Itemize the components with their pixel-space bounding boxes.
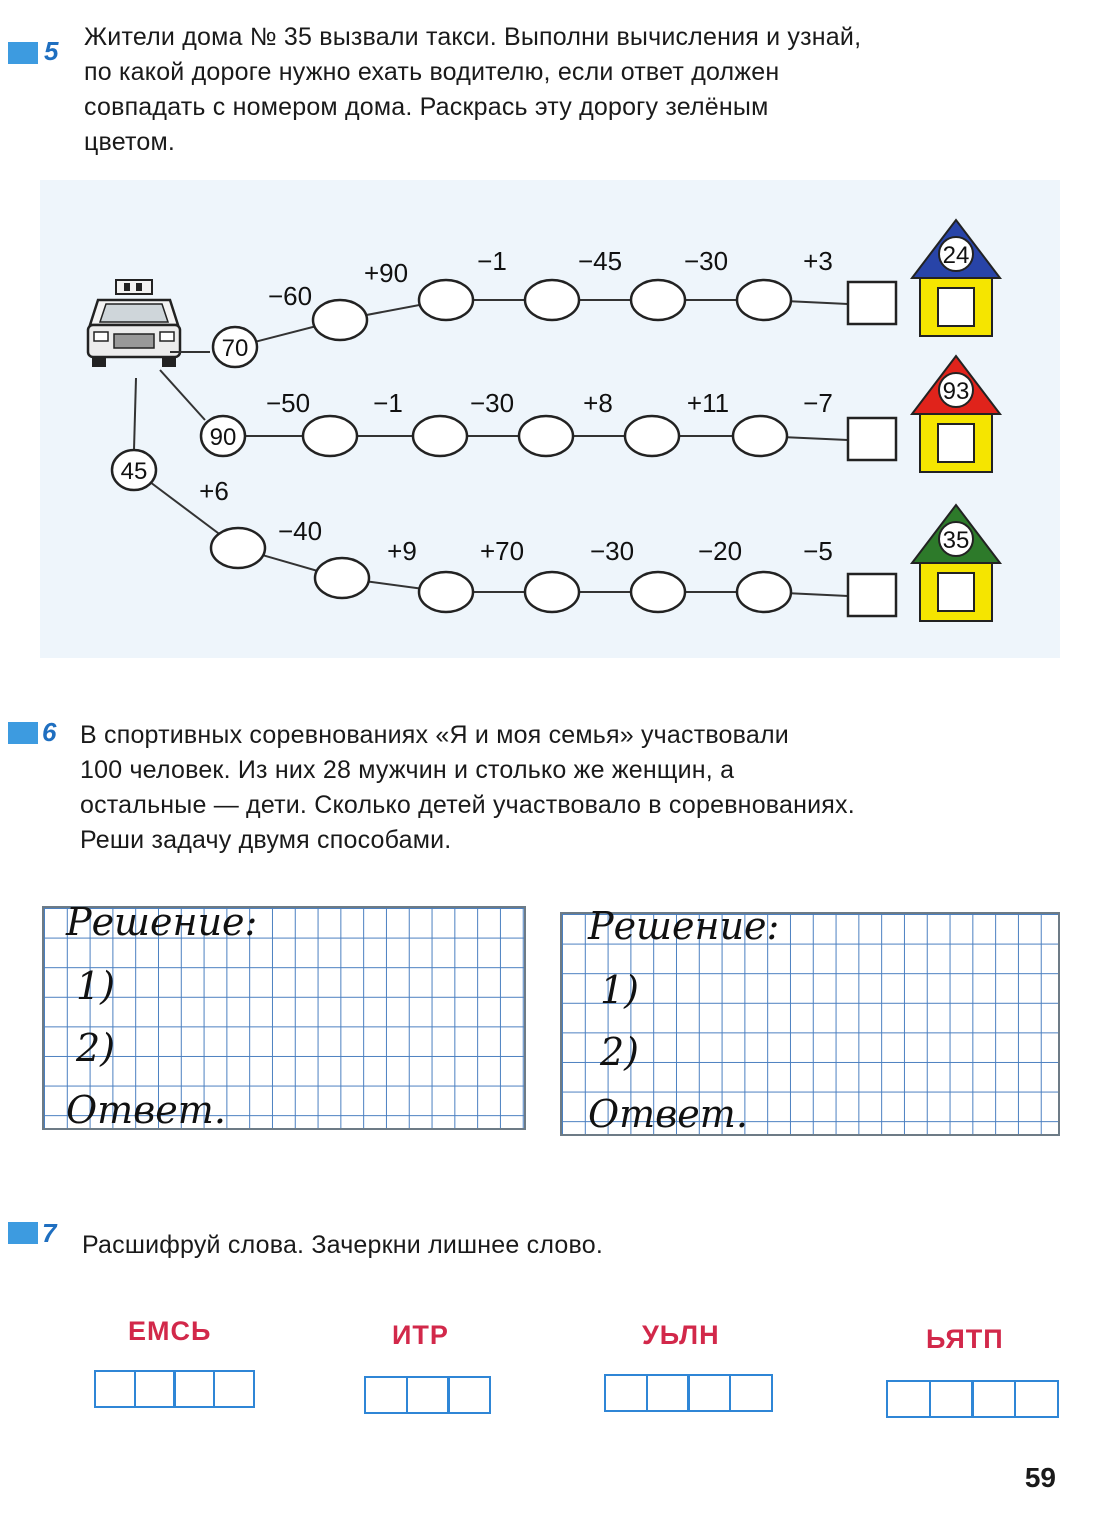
task5-line: по какой дороге нужно ехать водителю, если ответ должен [84,58,780,86]
task5-line: цветом. [84,128,175,156]
solution-label: Решение: [66,900,258,944]
operation-label: −60 [267,281,313,311]
operation-label: +70 [479,536,525,566]
result-box[interactable] [848,574,896,616]
operation-label: +9 [387,536,417,566]
answer-circle[interactable] [737,280,791,320]
house-number: 35 [942,527,970,554]
task7-text: Расшифруй слова. Зачеркни лишнее слово. [82,1231,603,1259]
answer-cell[interactable] [687,1374,731,1412]
house-number: 93 [942,378,970,405]
answer-circle[interactable] [733,416,787,456]
answer-cell[interactable] [604,1374,648,1412]
task5-marker [8,42,38,64]
answer-cells-3[interactable] [604,1374,770,1412]
answer-cell[interactable] [134,1370,176,1408]
operation-label: −30 [469,388,515,418]
operation-label: +8 [583,388,613,418]
result-box[interactable] [848,282,896,324]
house-window [938,573,974,611]
solution-label: Решение: [588,904,780,948]
answer-cell[interactable] [364,1376,408,1414]
task5-line: совпадать с номером дома. Раскрась эту дорогу зелёным [84,93,769,121]
answer-circle[interactable] [737,572,791,612]
answer-circle[interactable] [303,416,357,456]
task6-line: В спортивных соревнованиях «Я и моя семья» участвовали [80,721,789,749]
answer-cell[interactable] [1014,1380,1059,1418]
page-number: 59 [1024,1462,1056,1493]
operation-label: −30 [683,246,729,276]
operation-label: −40 [277,516,323,546]
operation-label: −50 [265,388,311,418]
cipher-word-3: УЬЛН [642,1320,720,1350]
answer-cells-4[interactable] [886,1380,1056,1418]
answer-circle[interactable] [631,572,685,612]
answer-circle[interactable] [625,416,679,456]
answer-circle[interactable] [631,280,685,320]
answer-cell[interactable] [406,1376,450,1414]
task5-text [84,20,1048,160]
answer-cell[interactable] [646,1374,690,1412]
task5-number: 5 [44,36,59,66]
operation-label: −30 [589,536,635,566]
operation-label: +6 [199,476,229,506]
answer-circle[interactable] [313,300,367,340]
answer-cell[interactable] [173,1370,215,1408]
step1-label: 1) [600,968,640,1012]
answer-cell[interactable] [447,1376,491,1414]
answer-circle[interactable] [315,558,369,598]
answer-cell[interactable] [886,1380,931,1418]
operation-label: +90 [363,258,409,288]
result-box[interactable] [848,418,896,460]
taxi-roads-diagram [40,180,1060,660]
step2-label: 2) [76,1026,116,1070]
operation-label: −1 [373,388,403,418]
start-value: 45 [120,458,148,485]
answer-circle[interactable] [211,528,265,568]
answer-label: Ответ. [66,1088,226,1132]
answer-circle[interactable] [519,416,573,456]
start-value: 70 [221,335,249,362]
operation-label: +11 [686,388,730,418]
answer-circle[interactable] [413,416,467,456]
answer-cell[interactable] [971,1380,1016,1418]
task7-marker [8,1222,38,1244]
answer-cell[interactable] [729,1374,773,1412]
operation-label: +3 [803,246,833,276]
start-value: 90 [209,424,237,451]
answer-cell[interactable] [213,1370,255,1408]
operation-label: −20 [697,536,743,566]
task7-number: 7 [42,1218,57,1248]
step1-label: 1) [76,964,116,1008]
step2-label: 2) [600,1030,640,1074]
answer-circle[interactable] [419,572,473,612]
cipher-word-2: ИТР [392,1320,449,1350]
task6-text [80,718,1056,858]
answer-label: Ответ. [588,1092,748,1136]
answer-circle[interactable] [419,280,473,320]
task6-marker [8,722,38,744]
answer-cells-2[interactable] [364,1376,489,1414]
answer-cell[interactable] [94,1370,136,1408]
task6-number: 6 [42,717,57,747]
answer-circle[interactable] [525,280,579,320]
house-number: 24 [942,242,970,269]
task5-line: Жители дома № 35 вызвали такси. Выполни вычисления и узнай, [84,23,862,51]
cipher-word-1: ЕМСЬ [128,1316,212,1346]
operation-label: −1 [477,246,507,276]
answer-cell[interactable] [929,1380,974,1418]
operation-label: −45 [577,246,623,276]
answer-cells-1[interactable] [94,1370,252,1408]
task6-line: остальные — дети. Сколько детей участвовало в соревнованиях. [80,791,855,819]
task6-line: 100 человек. Из них 28 мужчин и столько же женщин, а [80,756,735,784]
answer-circle[interactable] [525,572,579,612]
cipher-word-4: ЬЯТП [926,1324,1004,1354]
operation-label: −5 [803,536,833,566]
task6-line: Реши задачу двумя способами. [80,826,452,854]
operation-label: −7 [803,388,833,418]
house-window [938,424,974,462]
house-window [938,288,974,326]
